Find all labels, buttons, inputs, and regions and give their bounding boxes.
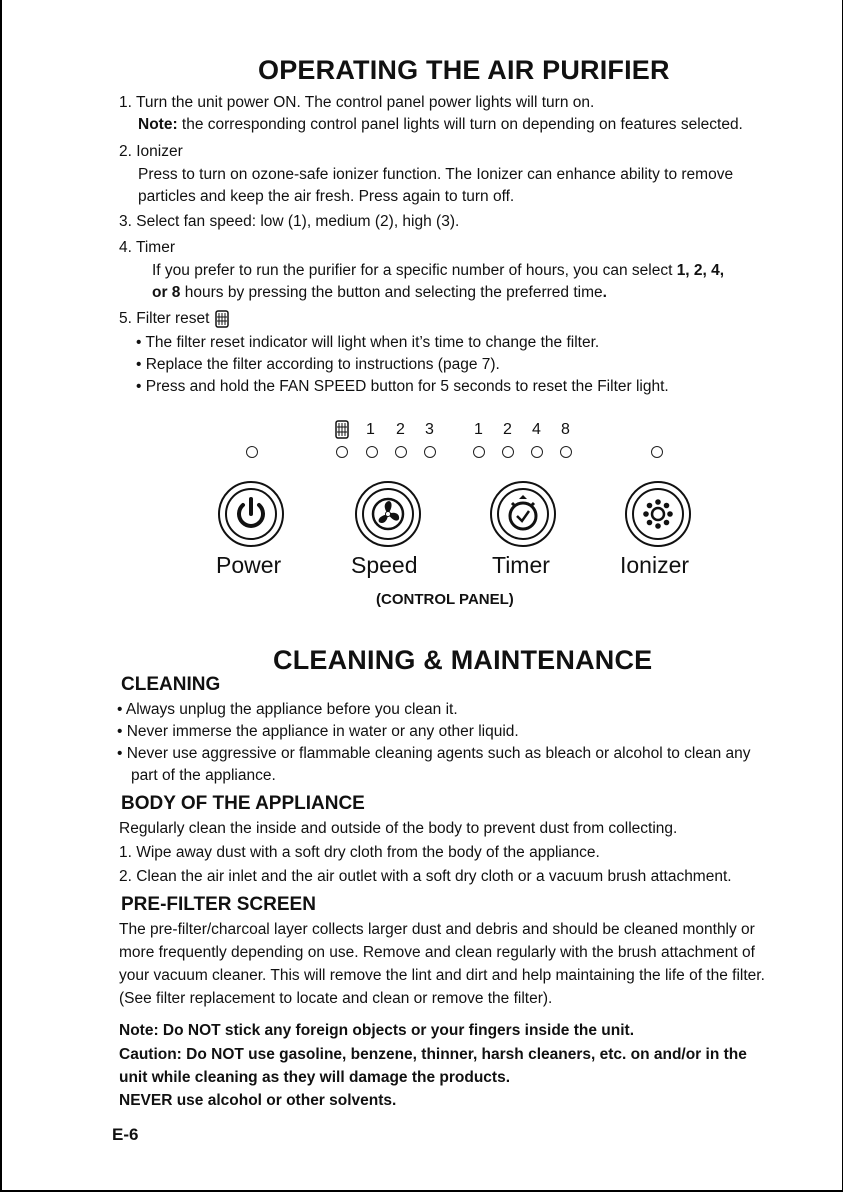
ionizer-indicator-light xyxy=(651,446,663,458)
step-4-hours-b: or 8 xyxy=(152,284,181,301)
caution-line-1: Caution: Do NOT use gasoline, benzene, thinner, harsh cleaners, etc. on and/or in the xyxy=(119,1046,747,1063)
step-5-heading xyxy=(119,308,230,330)
control-panel-caption: (CONTROL PANEL) xyxy=(376,591,514,608)
filter-reset-icon xyxy=(214,310,230,328)
step-5-bullet-2: • Replace the filter according to instructions (page 7). xyxy=(136,356,500,373)
power-icon xyxy=(220,483,282,545)
step-4-line-2 xyxy=(152,282,607,304)
ionizer-icon xyxy=(627,483,689,545)
ionizer-label: Ionizer xyxy=(620,552,690,578)
step-2-line-2: particles and keep the air fresh. Press again to turn off. xyxy=(138,188,515,205)
cleaning-bullet-3-cont: part of the appliance. xyxy=(131,767,276,784)
step-4-heading: 4. Timer xyxy=(119,239,175,256)
never-warning: NEVER use alcohol or other solvents. xyxy=(119,1092,397,1109)
operating-title: OPERATING THE AIR PURIFIER xyxy=(258,55,670,85)
timer-2-indicator-light xyxy=(502,446,514,458)
prefilter-text-1: The pre-filter/charcoal layer collects larger dust and debris and should be cleaned monthly or xyxy=(119,921,755,938)
step-3: 3. Select fan speed: low (1), medium (2), high (3). xyxy=(119,213,460,230)
ionizer-button[interactable] xyxy=(625,481,691,547)
cleaning-title: CLEANING & MAINTENANCE xyxy=(273,645,653,675)
timer-number-8: 8 xyxy=(561,421,570,438)
step-4-text-b: hours by pressing the button and selecting the preferred time xyxy=(180,284,603,301)
power-indicator-light xyxy=(246,446,258,458)
note-label: Note: xyxy=(138,116,178,133)
speed-number-2: 2 xyxy=(396,421,405,438)
filter-indicator-icon xyxy=(334,420,350,440)
step-4-hours-a: 1, 2, 4, xyxy=(676,262,725,279)
speed-3-indicator-light xyxy=(424,446,436,458)
step-1-note xyxy=(138,114,743,136)
page-number: E-6 xyxy=(112,1125,139,1144)
timer-number-4: 4 xyxy=(532,421,541,438)
fan-icon xyxy=(357,483,419,545)
prefilter-heading: PRE-FILTER SCREEN xyxy=(121,894,316,915)
speed-label: Speed xyxy=(351,552,418,578)
speed-number-3: 3 xyxy=(425,421,434,438)
body-text-2: 1. Wipe away dust with a soft dry cloth from the body of the appliance. xyxy=(119,844,600,861)
power-button[interactable] xyxy=(218,481,284,547)
step-5-bullet-1: • The filter reset indicator will light when it’s time to change the filter. xyxy=(136,334,600,351)
body-text-3: 2. Clean the air inlet and the air outlet with a soft dry cloth or a vacuum brush attachment. xyxy=(119,868,732,885)
step-1: 1. Turn the unit power ON. The control panel power lights will turn on. xyxy=(119,94,595,111)
speed-2-indicator-light xyxy=(395,446,407,458)
stopwatch-icon xyxy=(492,483,554,545)
speed-number-1: 1 xyxy=(366,421,375,438)
power-label: Power xyxy=(216,552,282,578)
caution-line-2: unit while cleaning as they will damage the products. xyxy=(119,1069,511,1086)
body-text-1: Regularly clean the inside and outside of the body to prevent dust from collecting. xyxy=(119,820,678,837)
cleaning-heading: CLEANING xyxy=(121,674,221,695)
speed-1-indicator-light xyxy=(366,446,378,458)
step-2-line-1: Press to turn on ozone-safe ionizer function. The Ionizer can enhance ability to remove xyxy=(138,166,734,183)
speed-button[interactable] xyxy=(355,481,421,547)
warning-note: Note: Do NOT stick any foreign objects or your fingers inside the unit. xyxy=(119,1022,635,1039)
step-4-line-1 xyxy=(152,260,724,282)
cleaning-bullet-1: • Always unplug the appliance before you clean it. xyxy=(117,701,458,718)
timer-label: Timer xyxy=(492,552,550,578)
filter-indicator-light xyxy=(336,446,348,458)
body-heading: BODY OF THE APPLIANCE xyxy=(121,793,365,814)
step-5-label: 5. Filter reset xyxy=(119,310,210,327)
step-5-bullet-3: • Press and hold the FAN SPEED button for 5 seconds to reset the Filter light. xyxy=(136,378,669,395)
step-4-period: . xyxy=(602,284,607,301)
timer-button[interactable] xyxy=(490,481,556,547)
prefilter-text-4: (See filter replacement to locate and clean or remove the filter). xyxy=(119,990,553,1007)
timer-number-1: 1 xyxy=(474,421,483,438)
step-4-text-a: If you prefer to run the purifier for a specific number of hours, you can select xyxy=(152,262,677,279)
prefilter-text-3: your vacuum cleaner. This will remove the lint and dirt and help maintaining the life of the filter. xyxy=(119,967,765,984)
cleaning-bullet-3: • Never use aggressive or flammable cleaning agents such as bleach or alcohol to clean any xyxy=(117,745,751,762)
step-2-heading: 2. Ionizer xyxy=(119,143,183,160)
prefilter-text-2: more frequently depending on use. Remove and clean regularly with the brush attachment of xyxy=(119,944,755,961)
timer-8-indicator-light xyxy=(560,446,572,458)
timer-1-indicator-light xyxy=(473,446,485,458)
timer-4-indicator-light xyxy=(531,446,543,458)
timer-number-2: 2 xyxy=(503,421,512,438)
cleaning-bullet-2: • Never immerse the appliance in water or any other liquid. xyxy=(117,723,519,740)
note-text: the corresponding control panel lights will turn on depending on features selected. xyxy=(181,116,743,133)
